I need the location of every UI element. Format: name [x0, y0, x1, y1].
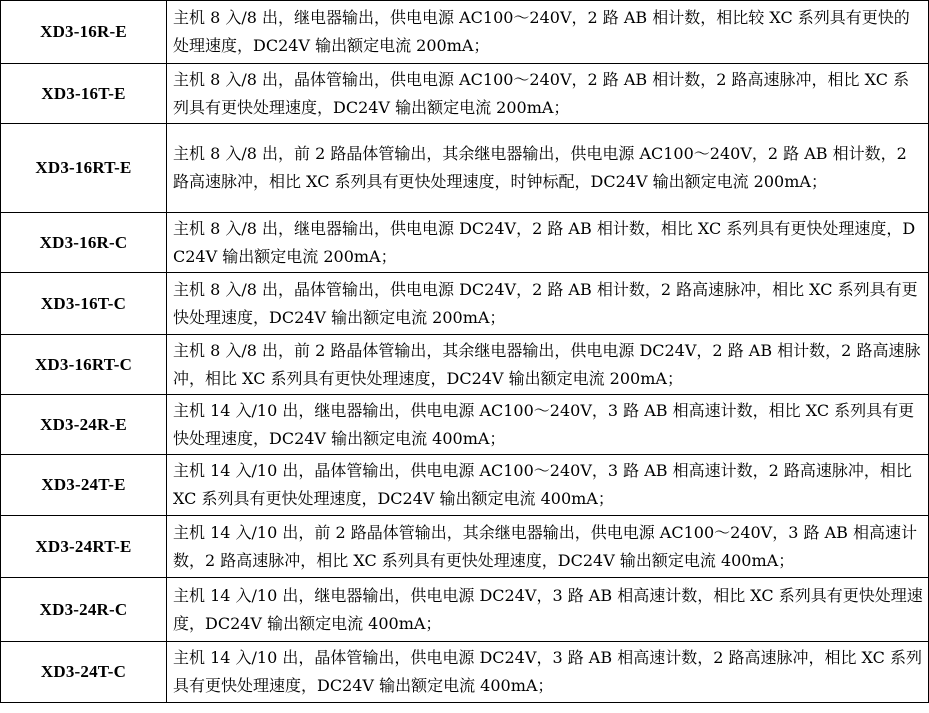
model-cell: XD3-24R-C [1, 578, 167, 642]
description-cell: 主机 8 入/8 出，晶体管输出，供电电源 DC24V，2 路 AB 相计数，2 路高速脉冲，相比 XC 系列具有更快处理速度，DC24V 输出额定电流 200mA； [167, 273, 929, 335]
model-cell: XD3-16T-E [1, 64, 167, 124]
table-row [1, 64, 929, 124]
description-cell: 主机 8 入/8 出，前 2 路晶体管输出，其余继电器输出，供电电源 AC100～240V，2 路 AB 相计数，2 路高速脉冲，相比 XC 系列具有更快处理速度，时钟标配，DC24V 输出额定电流 200mA； [167, 124, 929, 213]
model-cell: XD3-24R-E [1, 395, 167, 455]
table-row [1, 516, 929, 578]
description-cell: 主机 8 入/8 出，继电器输出，供电电源 DC24V，2 路 AB 相计数，相比 XC 系列具有更快处理速度，DC24V 输出额定电流 200mA； [167, 213, 929, 273]
description-cell: 主机 8 入/8 出，继电器输出，供电电源 AC100～240V，2 路 AB 相计数，相比较 XC 系列具有更快的处理速度，DC24V 输出额定电流 200mA； [167, 1, 929, 64]
table-row [1, 395, 929, 455]
model-cell: XD3-16R-E [1, 1, 167, 64]
description-cell: 主机 14 入/10 出，继电器输出，供电电源 AC100～240V，3 路 AB 相高速计数，相比 XC 系列具有更快处理速度，DC24V 输出额定电流 400mA； [167, 395, 929, 455]
table-row [1, 1, 929, 64]
description-cell: 主机 8 入/8 出，晶体管输出，供电电源 AC100～240V，2 路 AB 相计数，2 路高速脉冲，相比 XC 系列具有更快处理速度，DC24V 输出额定电流 200mA； [167, 64, 929, 124]
description-cell: 主机 14 入/10 出，晶体管输出，供电电源 DC24V，3 路 AB 相高速计数，2 路高速脉冲，相比 XC 系列具有更快处理速度，DC24V 输出额定电流 400mA； [167, 642, 929, 703]
table-row [1, 124, 929, 213]
description-cell: 主机 14 入/10 出，前 2 路晶体管输出，其余继电器输出，供电电源 AC100～240V，3 路 AB 相高速计数，2 路高速脉冲，相比 XC 系列具有更快处理速度，DC24V 输出额定电流 400mA； [167, 516, 929, 578]
table-row [1, 455, 929, 516]
model-cell: XD3-16T-C [1, 273, 167, 335]
table-row [1, 578, 929, 642]
model-cell: XD3-16RT-E [1, 124, 167, 213]
table-row [1, 642, 929, 703]
model-cell: XD3-24T-E [1, 455, 167, 516]
table-row [1, 335, 929, 395]
model-cell: XD3-24RT-E [1, 516, 167, 578]
description-cell: 主机 14 入/10 出，继电器输出，供电电源 DC24V，3 路 AB 相高速计数，相比 XC 系列具有更快处理速度，DC24V 输出额定电流 400mA； [167, 578, 929, 642]
description-cell: 主机 14 入/10 出，晶体管输出，供电电源 AC100～240V，3 路 AB 相高速计数，2 路高速脉冲，相比 XC 系列具有更快处理速度，DC24V 输出额定电流 400mA； [167, 455, 929, 516]
table-row [1, 213, 929, 273]
model-cell: XD3-16RT-C [1, 335, 167, 395]
table-row [1, 273, 929, 335]
model-cell: XD3-24T-C [1, 642, 167, 703]
model-cell: XD3-16R-C [1, 213, 167, 273]
description-cell: 主机 8 入/8 出，前 2 路晶体管输出，其余继电器输出，供电电源 DC24V，2 路 AB 相计数，2 路高速脉冲，相比 XC 系列具有更快处理速度，DC24V 输出额定电流 200mA； [167, 335, 929, 395]
